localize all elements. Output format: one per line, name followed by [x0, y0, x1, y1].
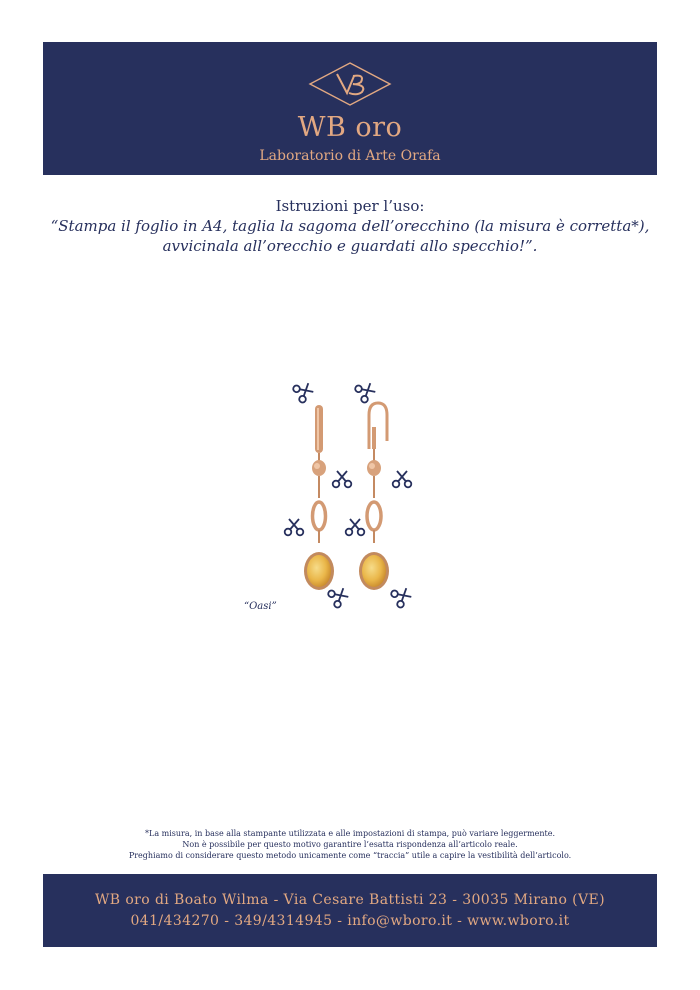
scissors-icon: [390, 584, 413, 608]
brand-name: WB oro: [297, 112, 403, 143]
footer-banner: [43, 874, 657, 947]
disclaimer-line-3: Preghiamo di considerare questo metodo unicamente come “traccia” utile a capire la vestibilità dell’articolo.: [128, 851, 572, 860]
scissors-icon: [285, 519, 304, 535]
brand-tagline: Laboratorio di Arte Orafa: [259, 148, 441, 164]
product-caption: “Oasi”: [244, 601, 277, 612]
disclaimer-line-2: Non è possibile per questo motivo garantire l’esatta rispondenza all’articolo reale.: [182, 840, 518, 849]
earring-left: [304, 405, 334, 590]
instructions: [43, 196, 657, 256]
scissors-icon: [292, 379, 315, 403]
instructions-heading: Istruzioni per l’uso:: [275, 197, 425, 215]
earring-cutout-image: [270, 375, 430, 615]
scissors-icon: [346, 519, 365, 535]
scissors-icon: [354, 379, 377, 403]
instructions-line-1: “Stampa il foglio in A4, taglia la sagoma dell’orecchino (la misura è corretta*),: [50, 217, 650, 235]
footer-address: WB oro di Boato Wilma - Via Cesare Battisti 23 - 30035 Mirano (VE): [95, 892, 605, 908]
disclaimer-line-1: *La misura, in base alla stampante utilizzata e alle impostazioni di stampa, può variare leggermente.: [145, 829, 555, 838]
instructions-line-2: avvicinala all’orecchio e guardati allo specchio!”.: [162, 237, 538, 255]
earring-right: [359, 403, 389, 590]
scissors-icon: [393, 471, 412, 487]
scissors-icon: [327, 584, 350, 608]
scissors-icon: [333, 471, 352, 487]
disclaimer-note: [43, 828, 657, 861]
footer-contacts: 041/434270 - 349/4314945 - info@wboro.it - www.wboro.it: [130, 913, 570, 929]
logo-diamond-icon: [307, 60, 393, 108]
header-banner: [43, 42, 657, 175]
